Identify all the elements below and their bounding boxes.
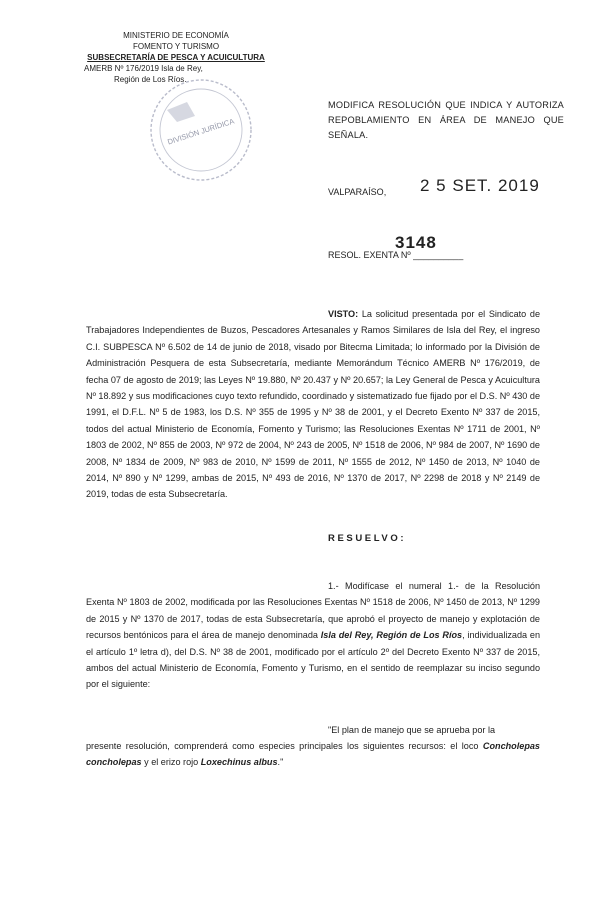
quote-text-b: y el erizo rojo — [141, 757, 201, 768]
resuelvo-heading: RESUELVO: — [328, 533, 407, 544]
stamped-date: 2 5 SET. 2019 — [420, 176, 540, 195]
visto-text: La solicitud presentada por el Sindicato de Trabajadores Independientes de Buzos, Pescadores Artesanales y Ramos Similares de Isla del Rey, el ingreso C.I. SUBPESCA Nº 6.502 de 14 de junio de 2018, visado por Bitecma Limitada; lo informado por la División de Administración Pesquera de esta Subsecretaría, mediante Memorándum Técnico AMERB Nº 176/2019, de fecha 07 de agosto de 2019; las Leyes Nº 19.880, Nº 20.437 y Nº 20.657; la Ley General de Pesca y Acuicultura Nº 18.892 y sus modificaciones cuyo texto refundido, coordinado y sistematizado fue fijado por el D.S. Nº 430 de 1991, el D.F.L. Nº 5 de 1983, los D.S. Nº 355 de 1995 y Nº 38 de 2001, y el Decreto Exento Nº 337 de 2015, todos del actual Ministerio de Economía, Fomento y Turismo; las Resoluciones Exentas Nº 1711 de 2001, Nº 1803 de 2002, Nº 855 de 2003, Nº 972 de 2004, Nº 243 de 2005, Nº 1518 de 2006, Nº 984 de 2007, Nº 1690 de 2008, Nº 1834 de 2009, Nº 983 de 2010, Nº 1599 de 2011, Nº 1555 de 2012, Nº 1450 de 2013, Nº 1040 de 2014, Nº 890 y Nº 1299, ambas de 2015, Nº 493 de 2016, Nº 1370 de 2017, Nº 2298 de 2018 y Nº 2149 de 2019, todas de esta Subsecretaría. — [86, 309, 541, 500]
quote-text-c: ." — [277, 757, 284, 768]
stamp-text: DIVISIÓN JURÍDICA — [166, 116, 236, 147]
header-line-amerb: AMERB Nº 176/2019 Isla de Rey, — [84, 64, 203, 73]
resolution-article-1 — [86, 578, 540, 693]
header-line-region: Región de Los Ríos. — [114, 75, 187, 84]
header-line-ministry: MINISTERIO DE ECONOMÍA — [123, 31, 229, 40]
resolution-number: 3148 — [395, 233, 437, 252]
area-name: Isla del Rey, Región de Los Ríos — [320, 630, 463, 641]
header-line-subsecretaria: SUBSECRETARÍA DE PESCA Y ACUICULTURA — [87, 53, 265, 62]
quote-first-line: "El plan de manejo que se aprueba por la — [328, 725, 496, 735]
official-stamp — [143, 72, 259, 188]
article-1-text-a: 1.- Modifícase el numeral 1.- de la Resolución Exenta Nº 1803 de 2002, modificada por las Resoluciones Exentas Nº 1518 de 2006, Nº 1450 de 2013, Nº 1299 de 2015 y Nº 1370 de 2017, todas de esta Subsecretaría, que aprobó el proyecto de manejo y explotación de recursos bentónicos para el área de manejo denominada — [86, 581, 540, 641]
species-erizo: Loxechinus albus — [200, 757, 278, 768]
quote-text-a: presente resolución, comprenderá como especies principales los siguientes recursos: el loco — [86, 741, 483, 751]
article-1-text-b: , individualizada en el artículo 1º letra d), del D.S. Nº 38 de 2001, modificado por el artículo 2º del Decreto Exento Nº 337 de 2015, ambos del actual Ministerio de Economía, Fomento y Turismo, en el sentido de reemplazar su inciso segundo por el siguiente: — [86, 630, 541, 690]
document-subject: MODIFICA RESOLUCIÓN QUE INDICA Y AUTORIZA REPOBLAMIENTO EN ÁREA DE MANEJO QUE SEÑALA. — [328, 100, 564, 140]
resolution-label: RESOL. EXENTA Nº __________ — [328, 250, 464, 260]
place-label: VALPARAÍSO, — [328, 187, 387, 197]
resolution-number-line — [328, 233, 464, 260]
header-line-fomento: FOMENTO Y TURISMO — [132, 42, 220, 51]
quoted-text — [86, 738, 540, 771]
visto-label: VISTO: — [328, 309, 359, 319]
species-loco: Concholepas concholepas — [86, 741, 540, 768]
visto-paragraph — [86, 306, 540, 503]
